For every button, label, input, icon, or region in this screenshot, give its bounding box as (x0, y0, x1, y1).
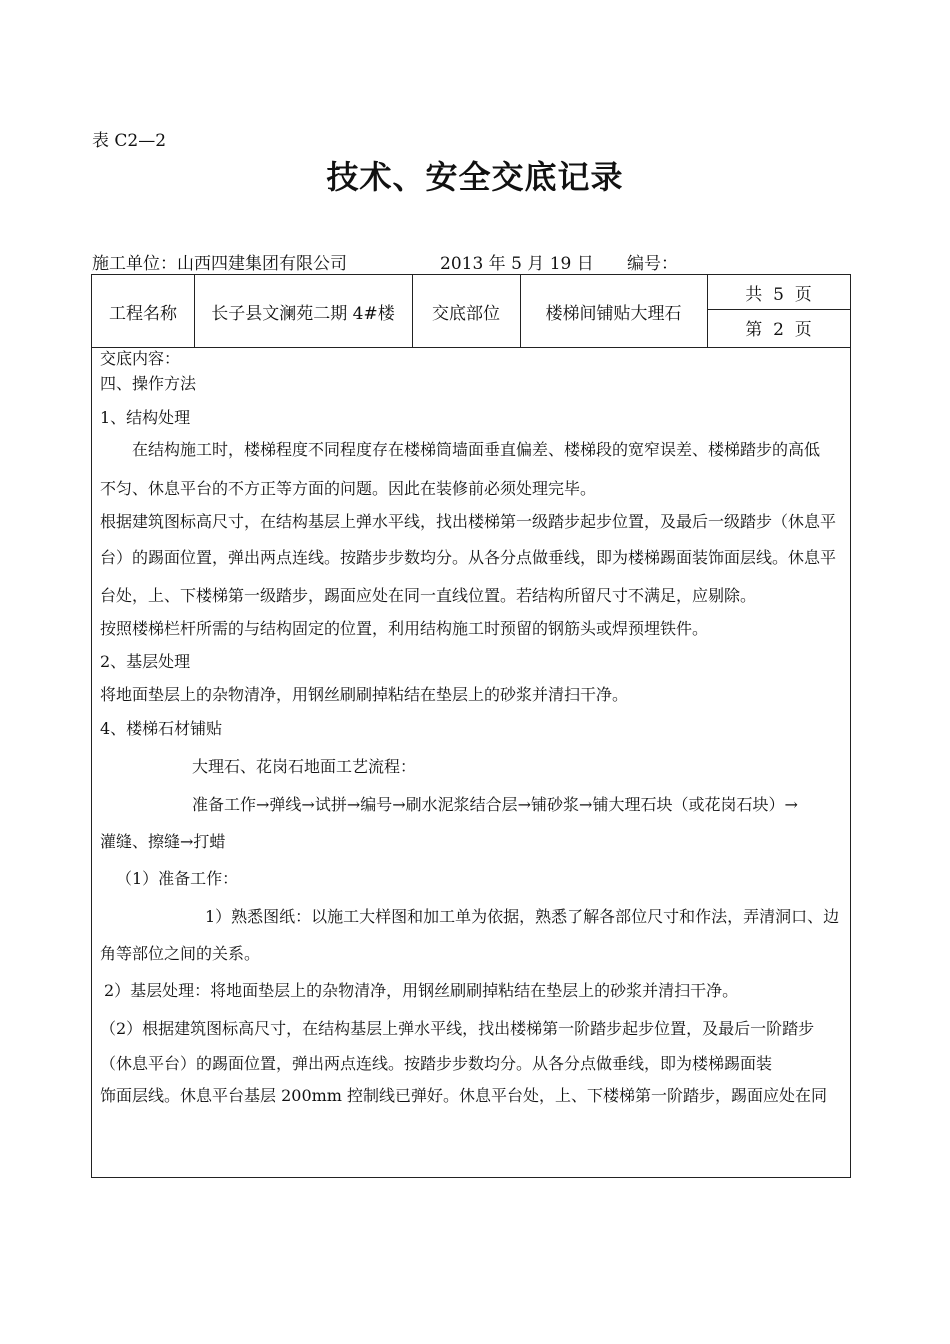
record-code-label: 编号： (627, 254, 678, 274)
content-line: 根据建筑图标高尺寸，在结构基层上弹水平线，找出楼梯第一级踏步起步位置，及最后一级踏步（休息平 (100, 512, 837, 531)
content-line: 四、操作方法 (100, 374, 197, 393)
content-line: 1、结构处理 (100, 408, 191, 427)
content-line: 将地面垫层上的杂物清净，用钢丝刷刷掉粘结在垫层上的砂浆并清扫干净。 (100, 685, 629, 704)
page-number: 第 2 页 (745, 320, 812, 340)
content-line: 1）熟悉图纸：以施工大样图和加工单为依据，熟悉了解各部位尺寸和作法，弄清洞口、边 (205, 907, 840, 926)
content-line: 4、楼梯石材铺贴 (100, 719, 223, 738)
content-line: 饰面层线。休息平台基层 200mm 控制线已弹好。休息平台处，上、下楼梯第一阶踏步，踢面应处在同 (100, 1086, 828, 1105)
content-line: （休息平台）的踢面位置，弹出两点连线。按踏步步数均分。从各分点做垂线，即为楼梯踢面装 (100, 1054, 773, 1073)
content-line: 台处，上、下楼梯第一级踏步，踢面应处在同一直线位置。若结构所留尺寸不满足，应剔除。 (100, 586, 757, 605)
content-line: 2、基层处理 (100, 652, 191, 671)
page-title: 技术、安全交底记录 (326, 158, 624, 196)
construction-unit: 施工单位：山西四建集团有限公司 (92, 254, 347, 274)
handover-part-value: 楼梯间铺贴大理石 (545, 303, 682, 324)
content-line: 灌缝、擦缝→打蜡 (100, 832, 226, 851)
total-pages: 共 5 页 (745, 285, 812, 305)
content-line: （2）根据建筑图标高尺寸，在结构基层上弹水平线，找出楼梯第一阶踏步起步位置，及最后一阶踏步 (100, 1019, 815, 1038)
content-line: 不匀、休息平台的不方正等方面的问题。因此在装修前必须处理完毕。 (100, 479, 597, 498)
content-line: 按照楼梯栏杆所需的与结构固定的位置，利用结构施工时预留的钢筋头或焊预埋铁件。 (100, 619, 709, 638)
content-line: 角等部位之间的关系。 (100, 944, 261, 963)
table-divider (92, 347, 850, 348)
content-line: 准备工作→弹线→试拼→编号→刷水泥浆结合层→铺砂浆→铺大理石块（或花岗石块）→ (192, 795, 798, 814)
content-line: 台）的踢面位置，弹出两点连线。按踏步步数均分。从各分点做垂线，即为楼梯踢面装饰面层线。休息平 (100, 548, 837, 567)
project-name-label: 工程名称 (109, 303, 177, 324)
project-name-value: 长子县文澜苑二期 4#楼 (211, 303, 395, 324)
content-line: 大理石、花岗石地面工艺流程： (192, 757, 417, 776)
content-line: 在结构施工时，楼梯程度不同程度存在楼梯筒墙面垂直偏差、楼梯段的宽窄误差、楼梯踏步的高低 (100, 440, 821, 459)
record-date: 2013 年 5 月 19 日 (440, 254, 594, 274)
handover-part-label: 交底部位 (432, 303, 500, 324)
content-heading: 交底内容： (100, 349, 181, 368)
form-number: 表 C2—2 (92, 131, 167, 151)
content-line: （1）准备工作： (116, 869, 239, 888)
content-line: 2）基层处理：将地面垫层上的杂物清净，用钢丝刷刷掉粘结在垫层上的砂浆并清扫干净。 (104, 981, 739, 1000)
